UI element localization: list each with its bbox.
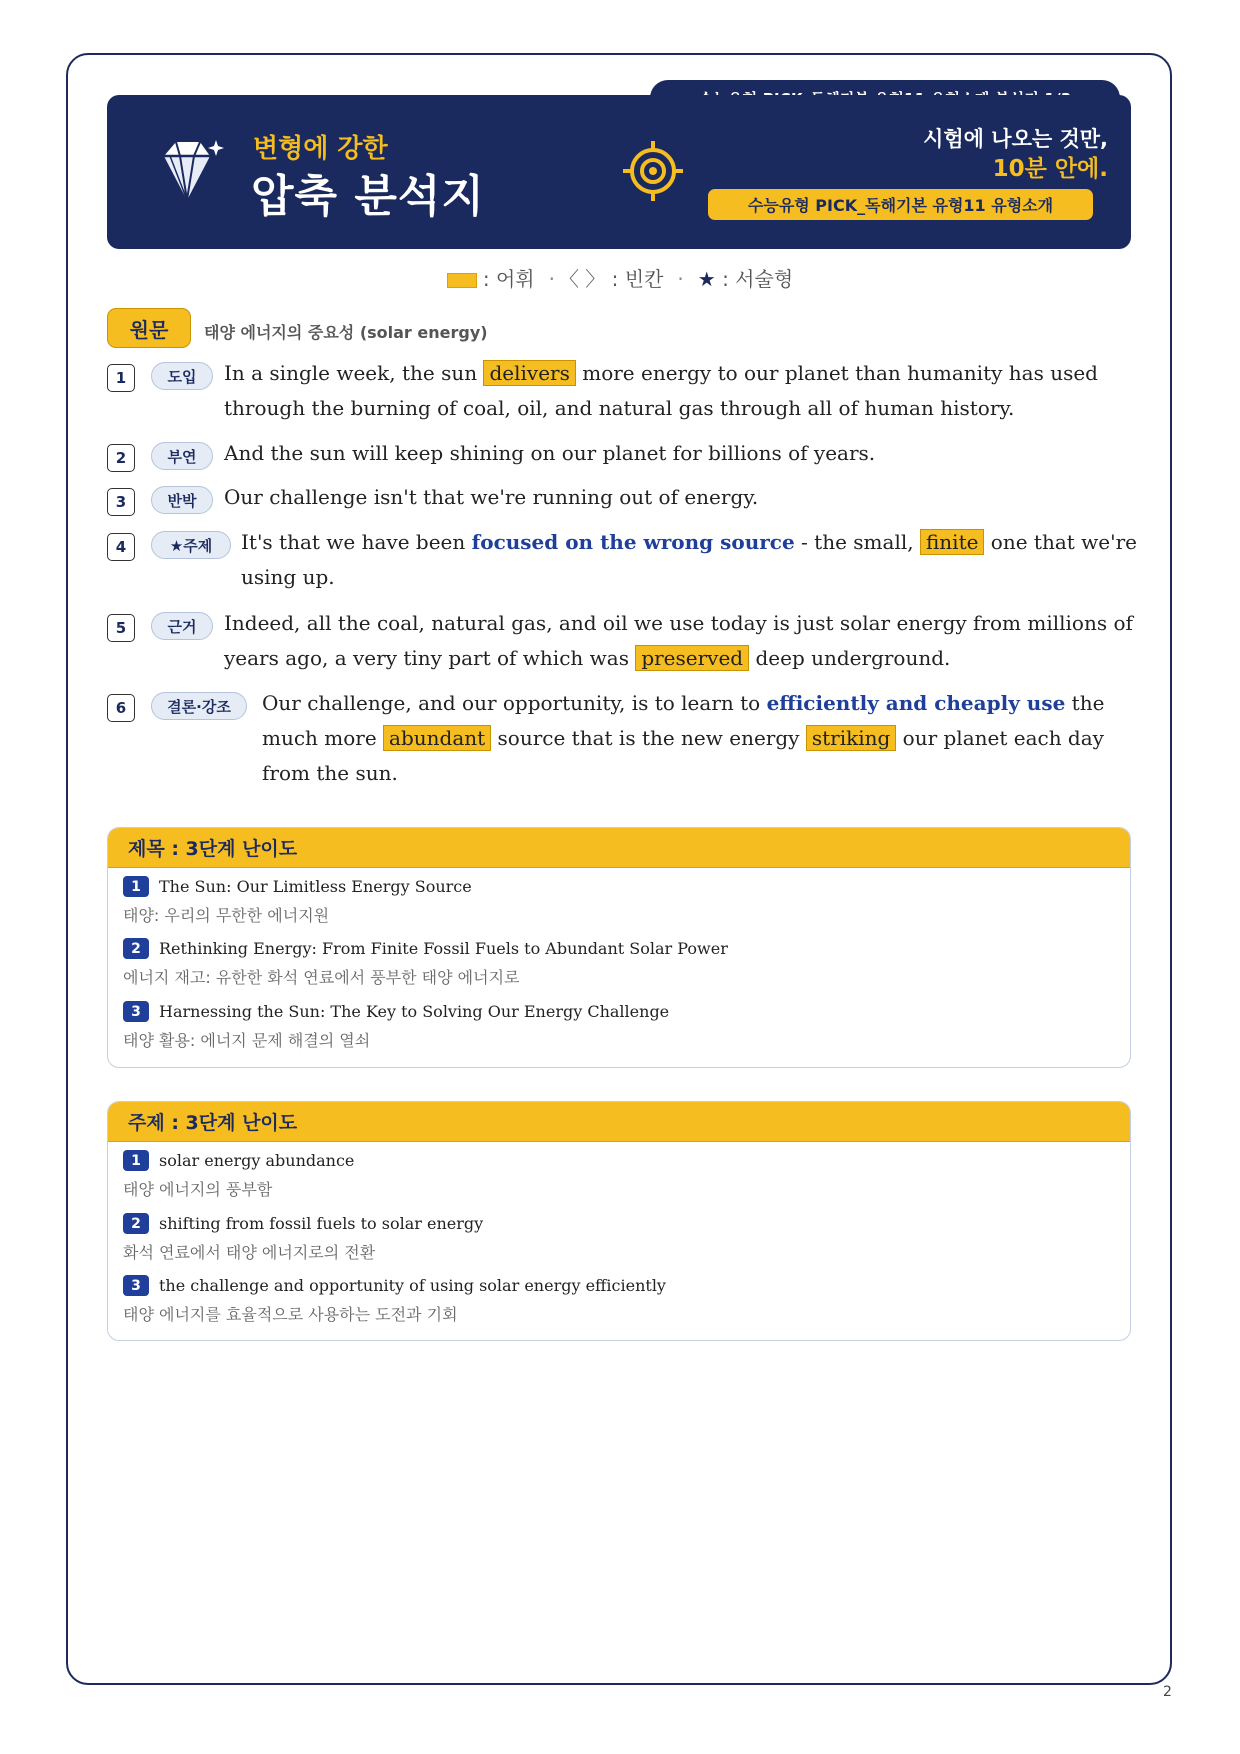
list-item: [108, 1275, 1130, 1335]
sentence-row: [107, 530, 1137, 602]
sentence-row: [107, 691, 1137, 799]
legend-blank: : 빈칸: [611, 267, 664, 291]
item-korean: 태양 에너지의 풍부함: [123, 1180, 273, 1199]
sentence-row: [107, 485, 1137, 520]
item-english: shifting from fossil fuels to solar energy: [159, 1214, 484, 1233]
source-topic: 태양 에너지의 중요성 (solar energy): [204, 323, 488, 342]
vocab-highlight: abundant: [383, 725, 491, 751]
sentence-text: Our challenge isn't that we're running out of energy.: [224, 485, 759, 509]
tagline-primary: 시험에 나오는 것만,: [923, 127, 1108, 151]
sentence-text: Our challenge, and our opportunity, is to learn to efficiently and cheaply use the much more abundant source that is the new energy striking our planet each day from the sun.: [262, 691, 1105, 785]
item-english: The Sun: Our Limitless Energy Source: [159, 877, 472, 896]
star-icon: ★: [697, 267, 716, 291]
vocab-highlight: delivers: [483, 360, 575, 386]
title-box-heading: 제목 : 3단계 난이도: [108, 828, 1130, 868]
sentence-role-label: ★주제: [151, 531, 231, 559]
item-english: Rethinking Energy: From Finite Fossil Fuels to Abundant Solar Power: [159, 939, 728, 958]
sentence-role-label: 부연: [151, 442, 213, 470]
item-number: 3: [123, 1275, 149, 1296]
vocab-highlight: striking: [806, 725, 896, 751]
key-phrase: focused on the wrong source: [471, 530, 795, 554]
sentence-text: In a single week, the sun delivers more energy to our planet than humanity has used through the burning of coal, oil, and natural gas through all of human history.: [224, 361, 1098, 420]
list-item: [108, 876, 1130, 936]
theme-box-heading: 주제 : 3단계 난이도: [108, 1102, 1130, 1142]
sentence-number: 4: [107, 533, 135, 561]
sentence-number: 1: [107, 364, 135, 392]
sentence-role-label: 도입: [151, 362, 213, 390]
item-korean: 태양 에너지를 효율적으로 사용하는 도전과 기회: [123, 1305, 458, 1324]
item-korean: 태양: 우리의 무한한 에너지원: [123, 906, 330, 925]
sentence-text: Indeed, all the coal, natural gas, and oil we use today is just solar energy from millions of years ago, a very tiny part of which was preserved deep underground.: [224, 611, 1133, 670]
list-item: [108, 1213, 1130, 1273]
item-english: the challenge and opportunity of using solar energy efficiently: [159, 1276, 666, 1295]
vocab-highlight: finite: [920, 529, 985, 555]
sentence-number: 5: [107, 614, 135, 642]
legend-separator: ·: [548, 267, 555, 291]
sentence-role-label: 근거: [151, 612, 213, 640]
source-label: 원문: [107, 308, 191, 348]
vocab-swatch: [447, 273, 477, 288]
page-number: 2: [1163, 1684, 1172, 1700]
legend-blank-symbol: 〈 〉: [568, 267, 606, 291]
legend-essay: : 서술형: [722, 267, 794, 291]
sentence-number: 6: [107, 694, 135, 722]
legend-vocab: : 어휘: [482, 267, 535, 291]
legend-separator: ·: [677, 267, 684, 291]
sentence-row: [107, 611, 1137, 683]
sentence-row: [107, 361, 1137, 433]
item-korean: 태양 활용: 에너지 문제 해결의 열쇠: [123, 1031, 371, 1050]
sentence-text: And the sun will keep shining on our planet for billions of years.: [224, 441, 876, 465]
vocab-highlight: preserved: [635, 645, 749, 671]
item-number: 1: [123, 876, 149, 897]
tagline-secondary: 10분 안에.: [992, 156, 1108, 182]
sentence-number: 3: [107, 488, 135, 516]
diamond-icon: [158, 138, 224, 208]
item-korean: 에너지 재고: 유한한 화석 연료에서 풍부한 태양 에너지로: [123, 968, 520, 987]
page-title: 압축 분석지: [251, 171, 485, 222]
item-number: 2: [123, 938, 149, 959]
legend: [0, 263, 1240, 292]
item-english: Harnessing the Sun: The Key to Solving Our Energy Challenge: [159, 1002, 670, 1021]
title-options-box: [107, 827, 1131, 1068]
item-number: 3: [123, 1001, 149, 1022]
series-badge: 수능유형 PICK_독해기본 유형11 유형소개: [708, 189, 1093, 220]
theme-options-box: [107, 1101, 1131, 1341]
key-phrase: efficiently and cheaply use: [766, 691, 1066, 715]
list-item: [108, 1150, 1130, 1210]
item-korean: 화석 연료에서 태양 에너지로의 전환: [123, 1243, 376, 1262]
list-item: [108, 1001, 1130, 1061]
item-number: 1: [123, 1150, 149, 1171]
item-number: 2: [123, 1213, 149, 1234]
sentence-role-label: 결론·강조: [151, 692, 247, 720]
target-icon: [622, 140, 684, 202]
sentence-row: [107, 441, 1137, 476]
sentence-number: 2: [107, 444, 135, 472]
header-subtitle: 변형에 강한: [253, 134, 388, 164]
list-item: [108, 938, 1130, 998]
sentence-role-label: 반박: [151, 486, 213, 514]
item-english: solar energy abundance: [159, 1151, 355, 1170]
sentence-text: It's that we have been focused on the wrong source - the small, finite one that we're using up.: [241, 530, 1138, 589]
